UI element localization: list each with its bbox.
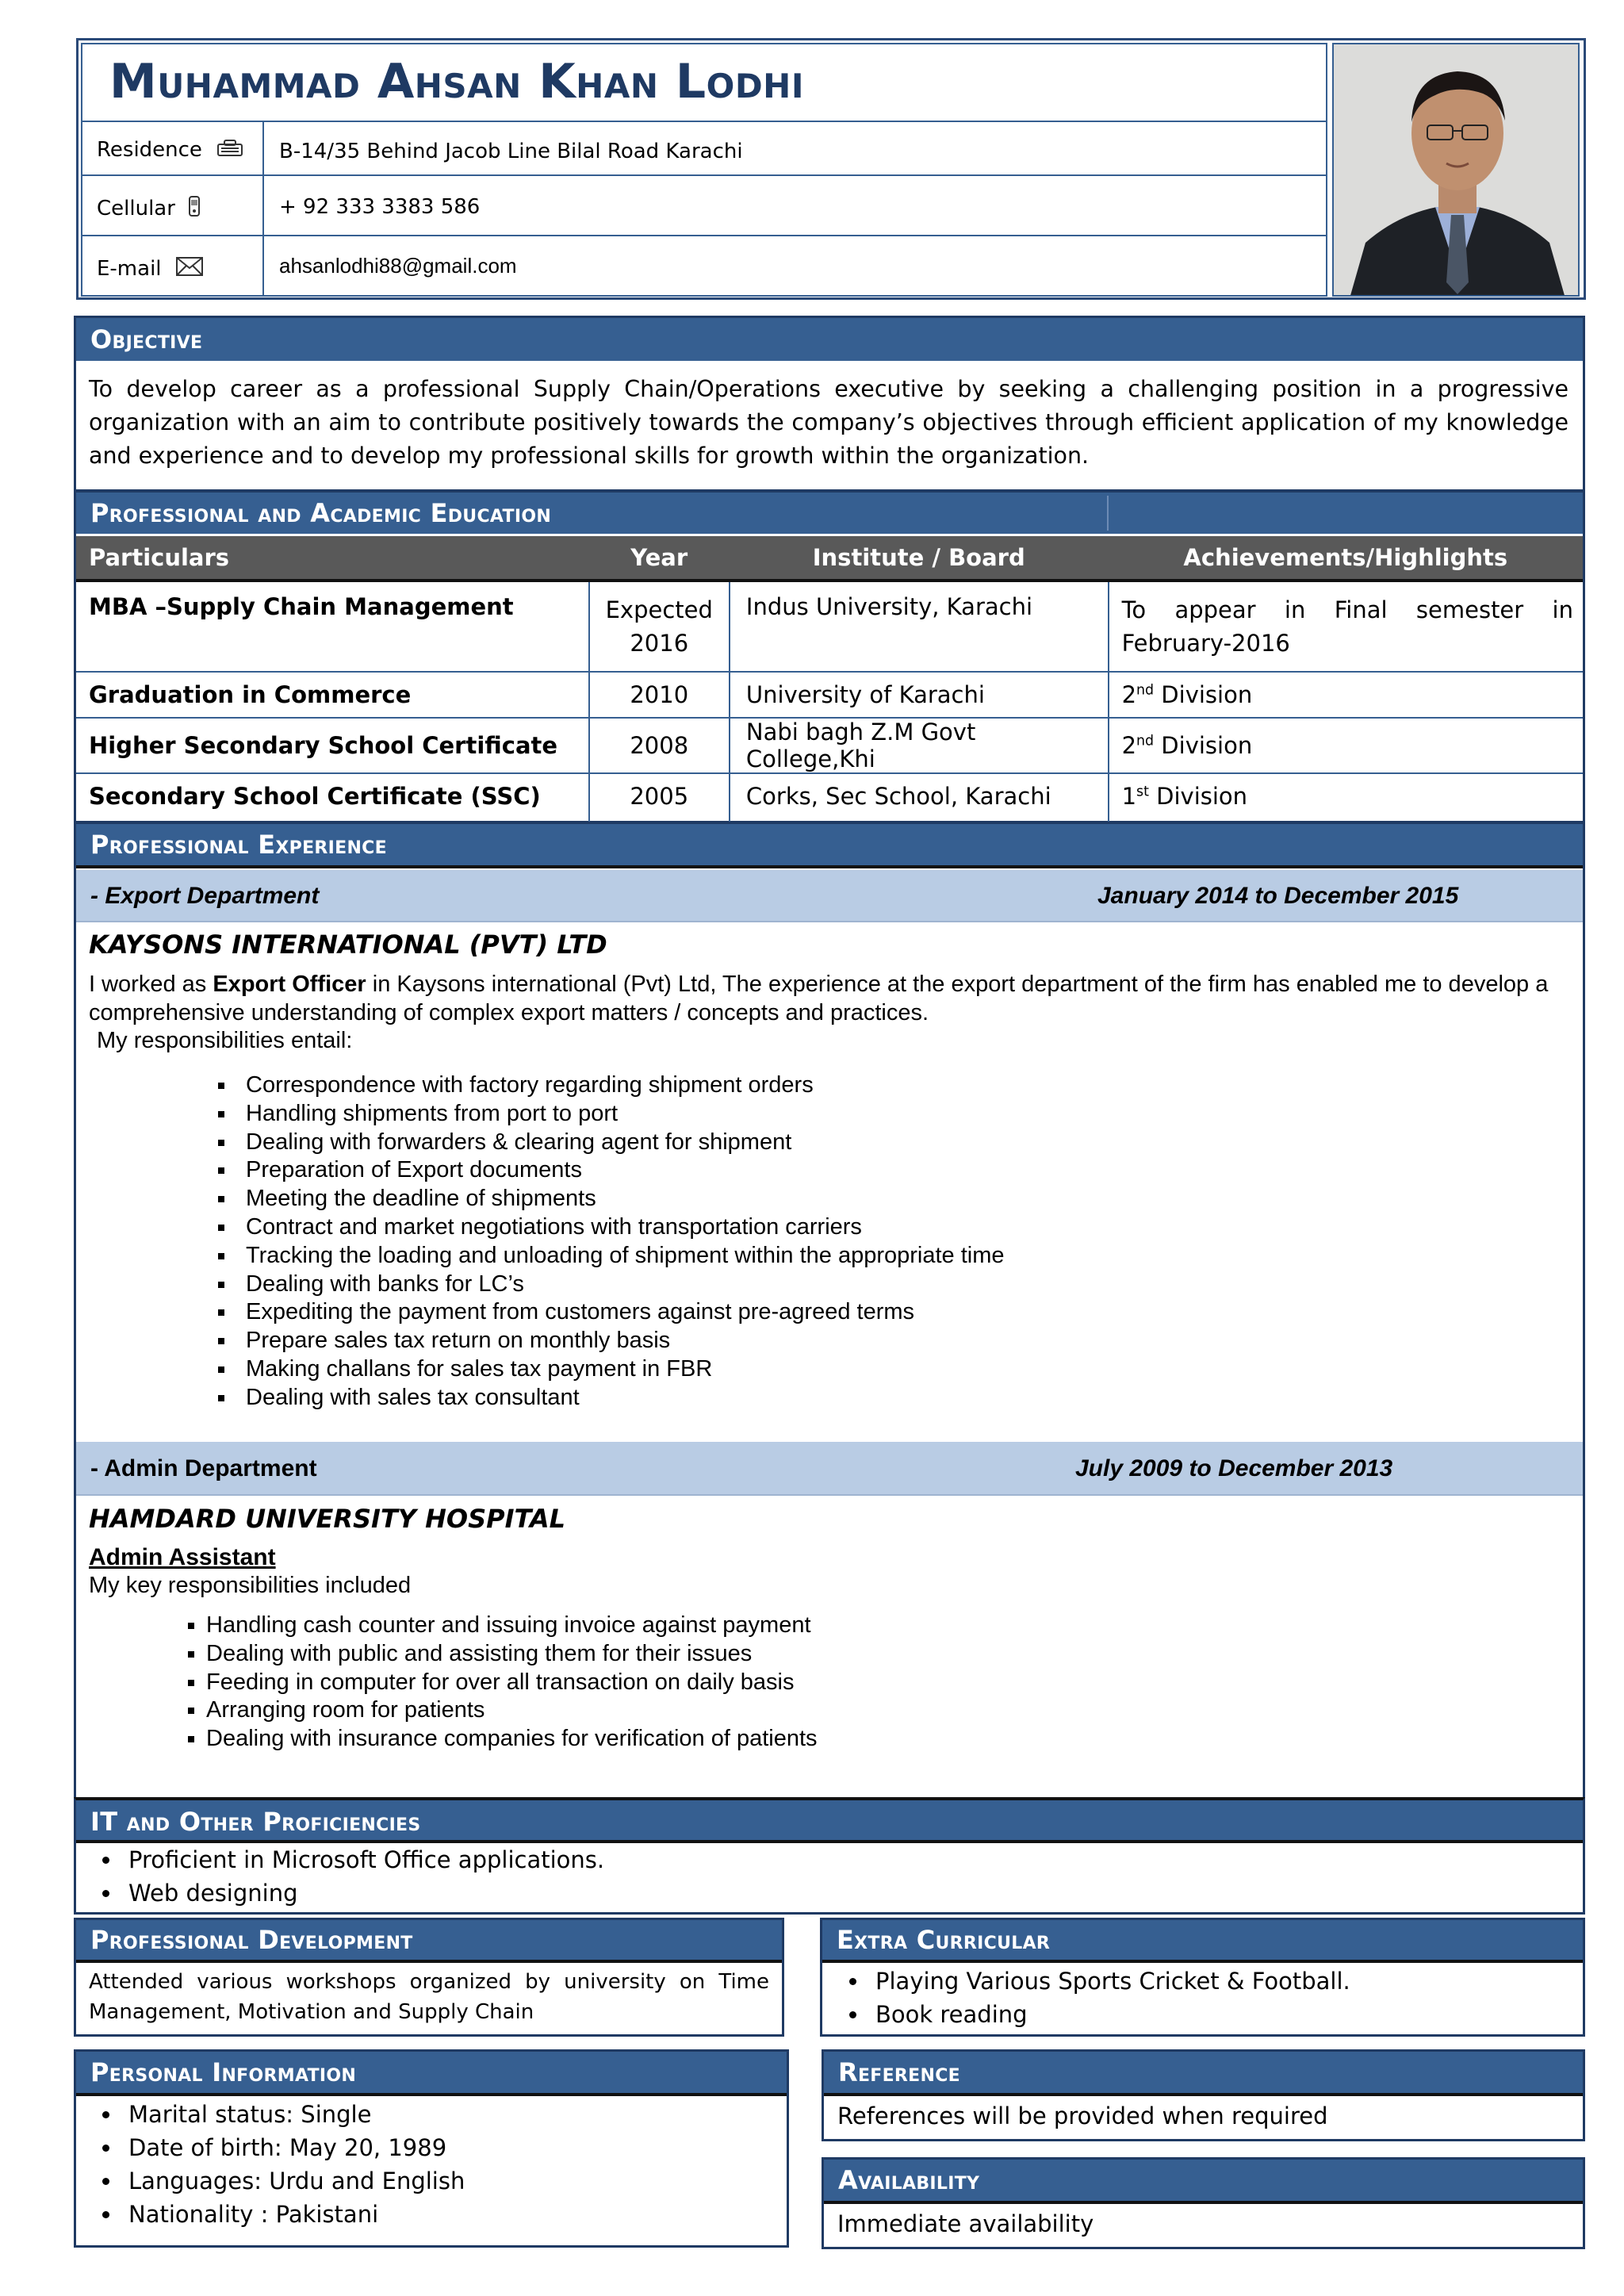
responsibilities-lead: My responsibilities entail: (97, 1028, 353, 1053)
list-item: • Languages: Urdu and English (122, 2164, 772, 2198)
department-name: - Export Department (90, 883, 320, 909)
contact-row-cellular (81, 176, 1327, 236)
reference-heading: Reference (824, 2052, 1583, 2096)
achievement-cell: 2nd Division (1121, 681, 1253, 708)
table-row (76, 672, 1583, 718)
job-period: July 2009 to December 2013 (1075, 1455, 1393, 1481)
responsibility-item: ▪ Handling shipments from port to port (236, 1100, 1426, 1129)
education-table (76, 536, 1583, 826)
availability-heading: Availability (824, 2160, 1583, 2204)
responsibility-item: ▪ Arranging room for patients (206, 1696, 1396, 1725)
list-item: • Marital status: Single (122, 2098, 772, 2131)
prof-dev-text: Attended various workshops organized by university on Time Management, Motivation and Supply Chain (89, 1970, 769, 2024)
particular-cell: Graduation in Commerce (76, 672, 589, 718)
extra-heading: Extra Curricular (822, 1920, 1583, 1963)
responsibility-item: ▪ Correspondence with factory regarding shipment orders (236, 1071, 1426, 1100)
institute-cell: Indus University, Karachi (730, 581, 1109, 672)
contact-row-email (81, 236, 1327, 297)
phone-icon (216, 139, 245, 163)
responsibility-item: ▪ Dealing with banks for LC’s (236, 1271, 1426, 1299)
responsibility-item: ▪ Feeding in computer for over all transaction on daily basis (206, 1669, 1396, 1697)
achievement-cell: 2nd Division (1121, 732, 1253, 759)
personal-heading: Personal Information (76, 2052, 787, 2096)
it-list (122, 1843, 1549, 1910)
responsibility-item: ▪ Expediting the payment from customers against pre-agreed terms (236, 1298, 1426, 1327)
year-cell: 2005 (589, 773, 730, 826)
list-item: • Date of birth: May 20, 1989 (122, 2131, 772, 2164)
education-title: Professional and Academic Education (90, 498, 552, 528)
responsibility-item: ▪ Preparation of Export documents (236, 1156, 1426, 1185)
it-heading: IT and Other Proficiencies (76, 1800, 1583, 1843)
department-bar-admin (76, 1442, 1583, 1496)
responsibility-list (236, 1071, 1426, 1412)
contact-label: E-mail (97, 257, 162, 281)
responsibility-item: ▪ Making challans for sales tax payment in FBR (236, 1355, 1426, 1384)
job-role: Admin Assistant (89, 1544, 276, 1570)
personal-list (122, 2098, 772, 2231)
achievement-cell: To appear in Final semester in February-2016 (1121, 596, 1573, 657)
list-item: • Web designing (122, 1876, 1549, 1910)
column-header: Achievements/Highlights (1183, 544, 1508, 571)
institute-cell: University of Karachi (730, 672, 1109, 718)
objective-text: To develop career as a professional Supply Chain/Operations executive by seeking a challenging position in a progressive organization with an aim to contribute positively towards the company’s objectives through efficient application of my knowledge and experience and to develop my professional skills for growth within the organization. (89, 376, 1568, 469)
responsibility-list (206, 1612, 1396, 1754)
contact-value-residence: B-14/35 Behind Jacob Line Bilal Road Karachi (279, 140, 743, 163)
reference-text: References will be provided when required (837, 2102, 1328, 2129)
table-row (76, 773, 1583, 826)
experience-heading: Professional Experience (76, 824, 1583, 868)
company-name: KAYSONS INTERNATIONAL (PVT) LTD (89, 930, 607, 960)
profile-photo (1332, 43, 1580, 297)
responsibility-item: ▪ Dealing with forwarders & clearing agent for shipment (236, 1129, 1426, 1157)
column-header: Particulars (89, 544, 230, 571)
contact-table (81, 121, 1327, 297)
responsibility-item: ▪ Meeting the deadline of shipments (236, 1185, 1426, 1213)
candidate-name: Muhammad Ahsan Khan Lodhi (109, 54, 804, 109)
institute-cell: Corks, Sec School, Karachi (730, 773, 1109, 826)
year-cell: Expected 2016 (589, 581, 730, 672)
particular-cell: Higher Secondary School Certificate (76, 718, 589, 773)
contact-label: Cellular (97, 197, 175, 220)
responsibility-item: ▪ Dealing with sales tax consultant (236, 1384, 1426, 1412)
responsibility-item: ▪ Dealing with insurance companies for verification of patients (206, 1725, 1396, 1754)
responsibility-item: ▪ Dealing with public and assisting them for their issues (206, 1640, 1396, 1669)
achievement-cell: 1st Division (1121, 782, 1248, 810)
contact-value-email[interactable]: ahsanlodhi88@gmail.com (279, 254, 517, 278)
responsibility-item: ▪ Prepare sales tax return on monthly basis (236, 1327, 1426, 1355)
table-row (76, 718, 1583, 773)
list-item: • Nationality : Pakistani (122, 2198, 772, 2231)
responsibility-item: ▪ Contract and market negotiations with transportation carriers (236, 1213, 1426, 1242)
responsibilities-lead: My key responsibilities included (89, 1573, 412, 1598)
responsibility-item: ▪ Tracking the loading and unloading of shipment within the appropriate time (236, 1242, 1426, 1271)
header-name-row (81, 43, 1327, 121)
department-bar-export (76, 870, 1583, 922)
particular-cell: MBA –Supply Chain Management (76, 581, 589, 672)
availability-text: Immediate availability (837, 2210, 1094, 2237)
education-header-row (76, 536, 1583, 581)
responsibility-item: ▪ Handling cash counter and issuing invoice against payment (206, 1612, 1396, 1640)
job-period: January 2014 to December 2015 (1097, 883, 1459, 909)
list-item: • Playing Various Sports Cricket & Football. (869, 1964, 1567, 1998)
education-heading (76, 493, 1583, 534)
job-intro: I worked as Export Officer in Kaysons international (Pvt) Ltd, The experience at the export department of the firm has enabled me to develop a comprehensive understanding of complex export matters / concepts and practices. (89, 972, 1549, 1025)
extra-list (869, 1964, 1567, 2031)
institute-cell: Nabi bagh Z.M Govt College,Khi (730, 718, 1109, 773)
list-item: • Book reading (869, 1998, 1567, 2031)
particular-cell: Secondary School Certificate (SSC) (76, 773, 589, 826)
contact-label: Residence (97, 138, 202, 162)
prof-dev-heading: Professional Development (76, 1920, 782, 1963)
year-cell: 2008 (589, 718, 730, 773)
table-row (76, 581, 1583, 672)
list-item: • Proficient in Microsoft Office applications. (122, 1843, 1549, 1876)
objective-heading: Objective (76, 318, 1583, 361)
year-cell: 2010 (589, 672, 730, 718)
mobile-icon (188, 195, 201, 223)
column-header: Institute / Board (812, 544, 1025, 571)
envelope-icon (176, 257, 203, 282)
heading-divider (1107, 496, 1109, 531)
contact-row-residence (81, 121, 1327, 176)
department-name: - Admin Department (90, 1455, 317, 1481)
company-name: HAMDARD UNIVERSITY HOSPITAL (89, 1504, 565, 1534)
contact-value-cellular: + 92 333 3383 586 (279, 195, 481, 219)
column-header: Year (630, 544, 688, 571)
